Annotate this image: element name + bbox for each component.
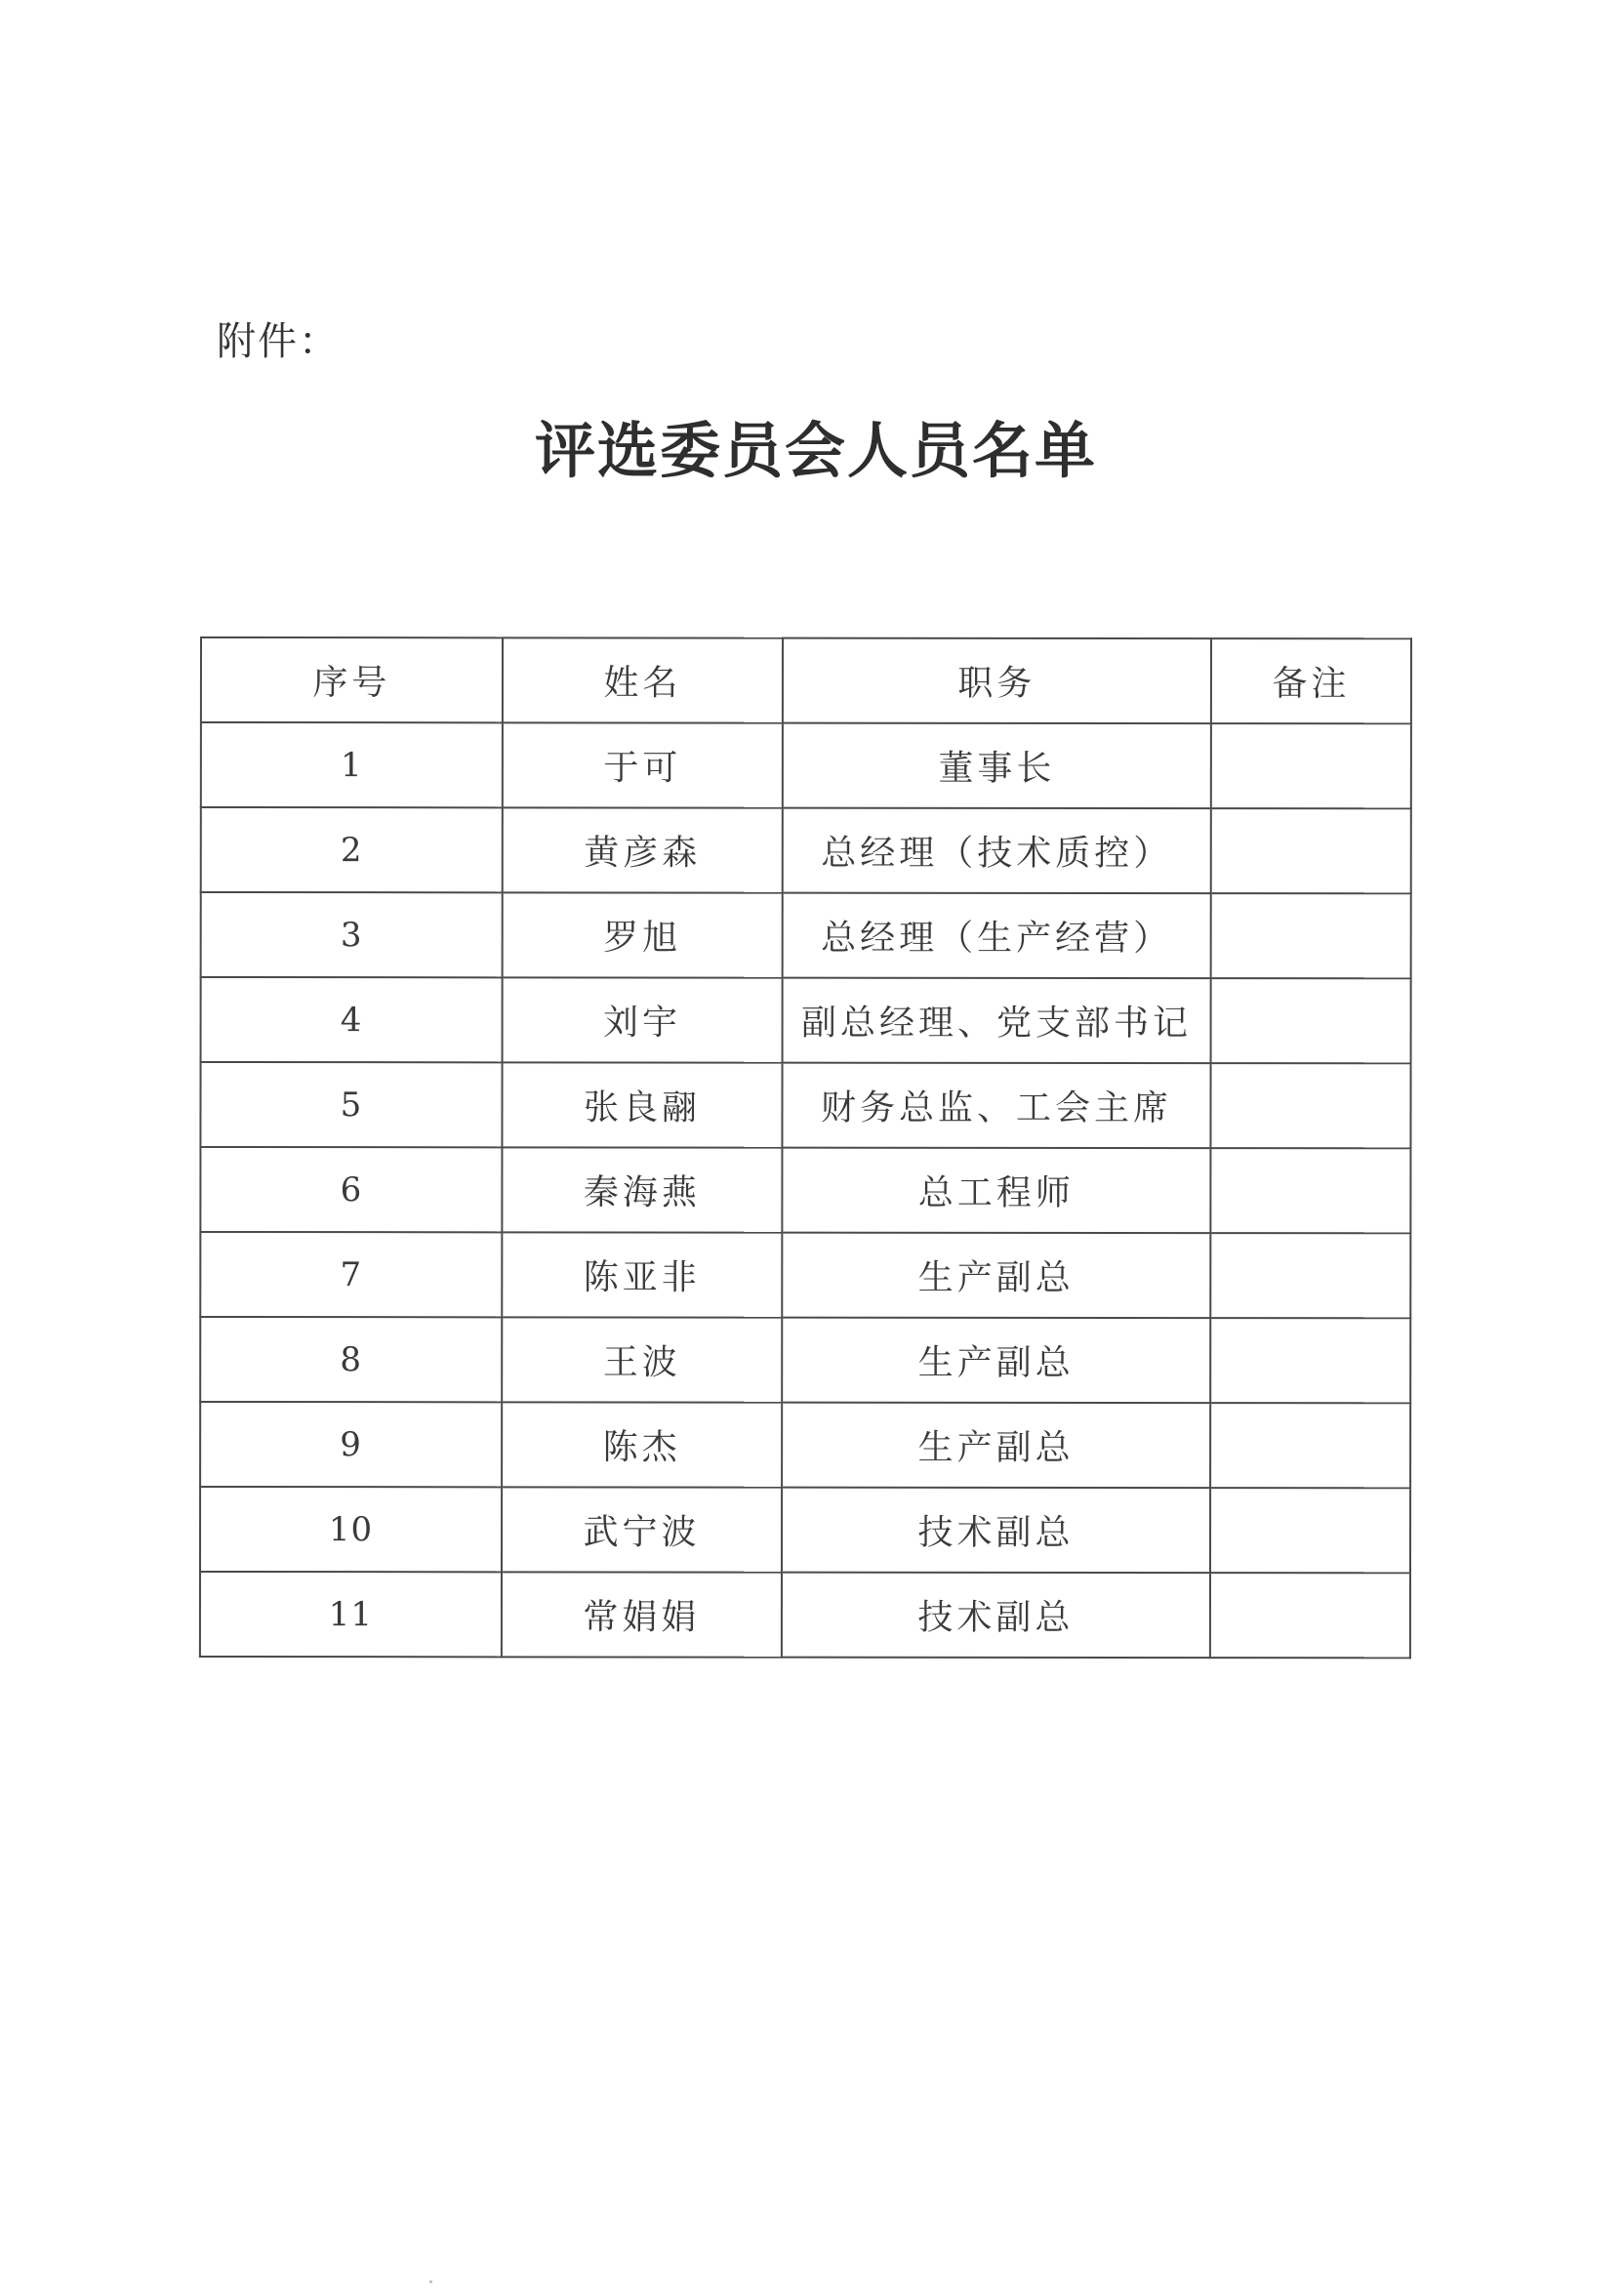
cell-name: 秦海燕 bbox=[502, 1147, 782, 1232]
cell-name: 黄彦森 bbox=[503, 807, 783, 892]
committee-roster-table bbox=[199, 636, 1412, 1659]
cell-serial-number: 6 bbox=[200, 1147, 502, 1232]
table-row bbox=[201, 722, 1411, 808]
cell-position: 技术副总 bbox=[782, 1573, 1210, 1658]
header-name: 姓名 bbox=[503, 637, 783, 722]
cell-serial-number: 2 bbox=[201, 807, 503, 892]
header-serial-number: 序号 bbox=[201, 637, 503, 722]
cell-position: 副总经理、党支部书记 bbox=[783, 978, 1211, 1063]
table-row bbox=[200, 1572, 1410, 1658]
cell-name: 武宁波 bbox=[502, 1487, 782, 1572]
cell-name: 罗旭 bbox=[503, 892, 783, 977]
cell-name: 于可 bbox=[503, 722, 783, 807]
cell-serial-number: 5 bbox=[200, 1062, 502, 1147]
cell-remarks bbox=[1210, 1063, 1410, 1148]
table-row bbox=[201, 807, 1411, 893]
cell-serial-number: 1 bbox=[201, 722, 503, 807]
scan-artifact-dot bbox=[429, 2280, 432, 2283]
table-row bbox=[200, 1487, 1410, 1573]
cell-name: 刘宇 bbox=[503, 977, 783, 1062]
cell-position: 生产副总 bbox=[782, 1318, 1210, 1403]
cell-remarks bbox=[1210, 1233, 1410, 1318]
cell-name: 常娟娟 bbox=[502, 1572, 782, 1657]
cell-remarks bbox=[1210, 1573, 1410, 1658]
cell-serial-number: 3 bbox=[201, 892, 503, 977]
cell-position: 董事长 bbox=[783, 723, 1211, 808]
cell-remarks bbox=[1211, 978, 1411, 1063]
cell-position: 总经理（技术质控） bbox=[783, 808, 1211, 893]
attachment-label: 附件： bbox=[217, 319, 340, 364]
cell-name: 张良翮 bbox=[502, 1062, 782, 1147]
cell-serial-number: 7 bbox=[200, 1232, 502, 1317]
cell-position: 生产副总 bbox=[782, 1233, 1210, 1318]
cell-name: 陈亚非 bbox=[502, 1232, 782, 1317]
cell-position: 技术副总 bbox=[782, 1488, 1210, 1573]
cell-serial-number: 9 bbox=[200, 1402, 502, 1487]
cell-serial-number: 11 bbox=[200, 1572, 502, 1657]
cell-remarks bbox=[1210, 1148, 1410, 1233]
table-row bbox=[200, 1147, 1410, 1233]
cell-name: 陈杰 bbox=[502, 1402, 782, 1487]
table-header-row bbox=[201, 637, 1411, 723]
header-position: 职务 bbox=[783, 638, 1211, 723]
table-row bbox=[201, 977, 1411, 1063]
table-row bbox=[200, 1062, 1410, 1148]
table-row bbox=[200, 1232, 1410, 1318]
cell-position: 总工程师 bbox=[782, 1148, 1210, 1233]
cell-name: 王波 bbox=[502, 1317, 782, 1402]
document-title: 评选委员会人员名单 bbox=[534, 415, 1097, 486]
cell-position: 总经理（生产经营） bbox=[783, 893, 1211, 978]
cell-remarks bbox=[1211, 808, 1411, 893]
table-row bbox=[200, 1317, 1410, 1403]
cell-remarks bbox=[1210, 1488, 1410, 1573]
cell-serial-number: 10 bbox=[200, 1487, 502, 1572]
cell-remarks bbox=[1211, 723, 1411, 808]
cell-remarks bbox=[1210, 1318, 1410, 1403]
cell-serial-number: 8 bbox=[200, 1317, 502, 1402]
cell-position: 生产副总 bbox=[782, 1403, 1210, 1488]
cell-serial-number: 4 bbox=[201, 977, 503, 1062]
cell-remarks bbox=[1210, 1403, 1410, 1488]
cell-remarks bbox=[1211, 893, 1411, 978]
table-row bbox=[201, 892, 1411, 978]
header-remarks: 备注 bbox=[1211, 638, 1411, 723]
cell-position: 财务总监、工会主席 bbox=[782, 1063, 1210, 1148]
table-row bbox=[200, 1402, 1410, 1488]
